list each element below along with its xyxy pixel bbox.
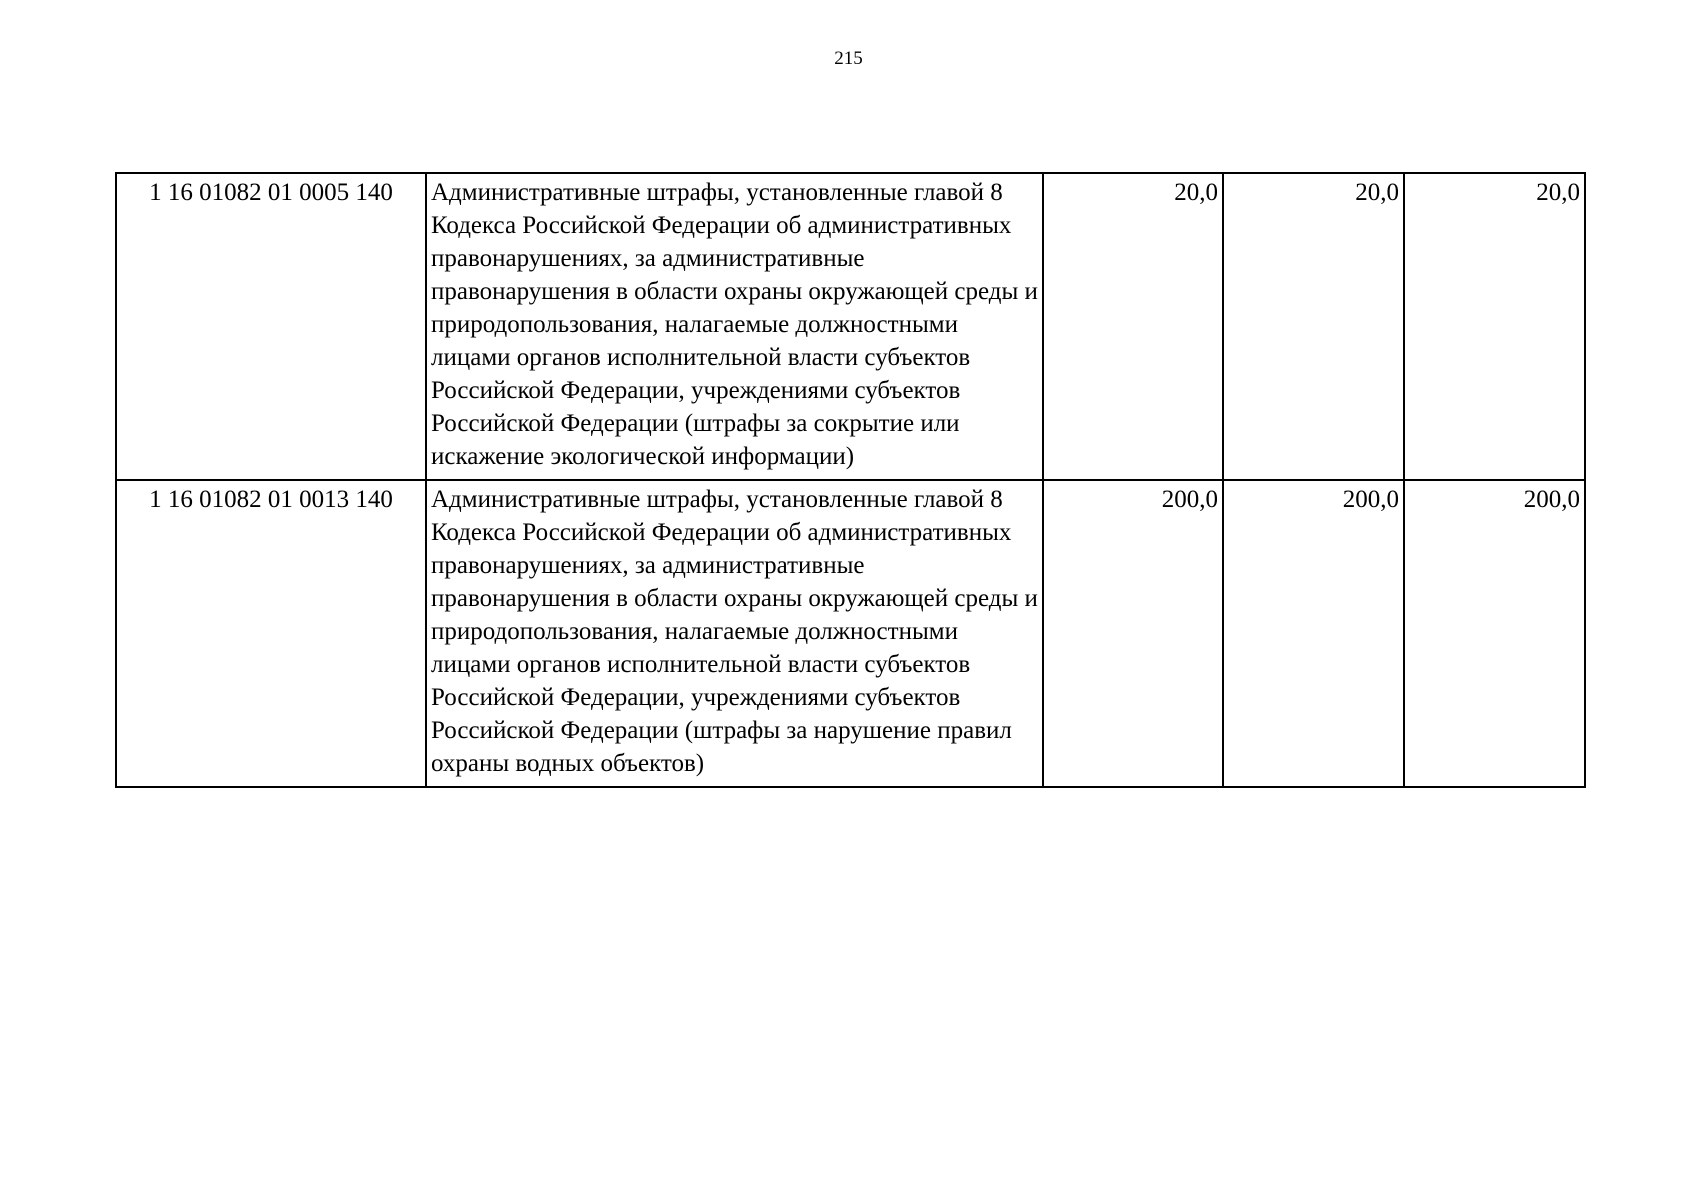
- budget-table: [115, 172, 1586, 788]
- table-row: [116, 480, 1585, 787]
- table-row: [116, 173, 1585, 480]
- row-description: Административные штрафы, установленные главой 8 Кодекса Российской Федерации об административных правонарушениях, за административные правонарушения в области охраны окружающей среды и природопользования, налагаемые должностными лицами органов исполнительной власти субъектов Российской Федерации, учреждениями субъектов Российской Федерации (штрафы за нарушение правил охраны водных объектов): [426, 480, 1043, 787]
- page-number: 215: [834, 48, 863, 69]
- value-year-3: 20,0: [1404, 173, 1585, 480]
- value-year-3: 200,0: [1404, 480, 1585, 787]
- value-year-1: 20,0: [1043, 173, 1223, 480]
- budget-code: 1 16 01082 01 0013 140: [116, 480, 426, 787]
- value-year-2: 20,0: [1223, 173, 1404, 480]
- value-year-2: 200,0: [1223, 480, 1404, 787]
- value-year-1: 200,0: [1043, 480, 1223, 787]
- row-description: Административные штрафы, установленные главой 8 Кодекса Российской Федерации об административных правонарушениях, за административные правонарушения в области охраны окружающей среды и природопользования, налагаемые должностными лицами органов исполнительной власти субъектов Российской Федерации, учреждениями субъектов Российской Федерации (штрафы за сокрытие или искажение экологической информации): [426, 173, 1043, 480]
- budget-code: 1 16 01082 01 0005 140: [116, 173, 426, 480]
